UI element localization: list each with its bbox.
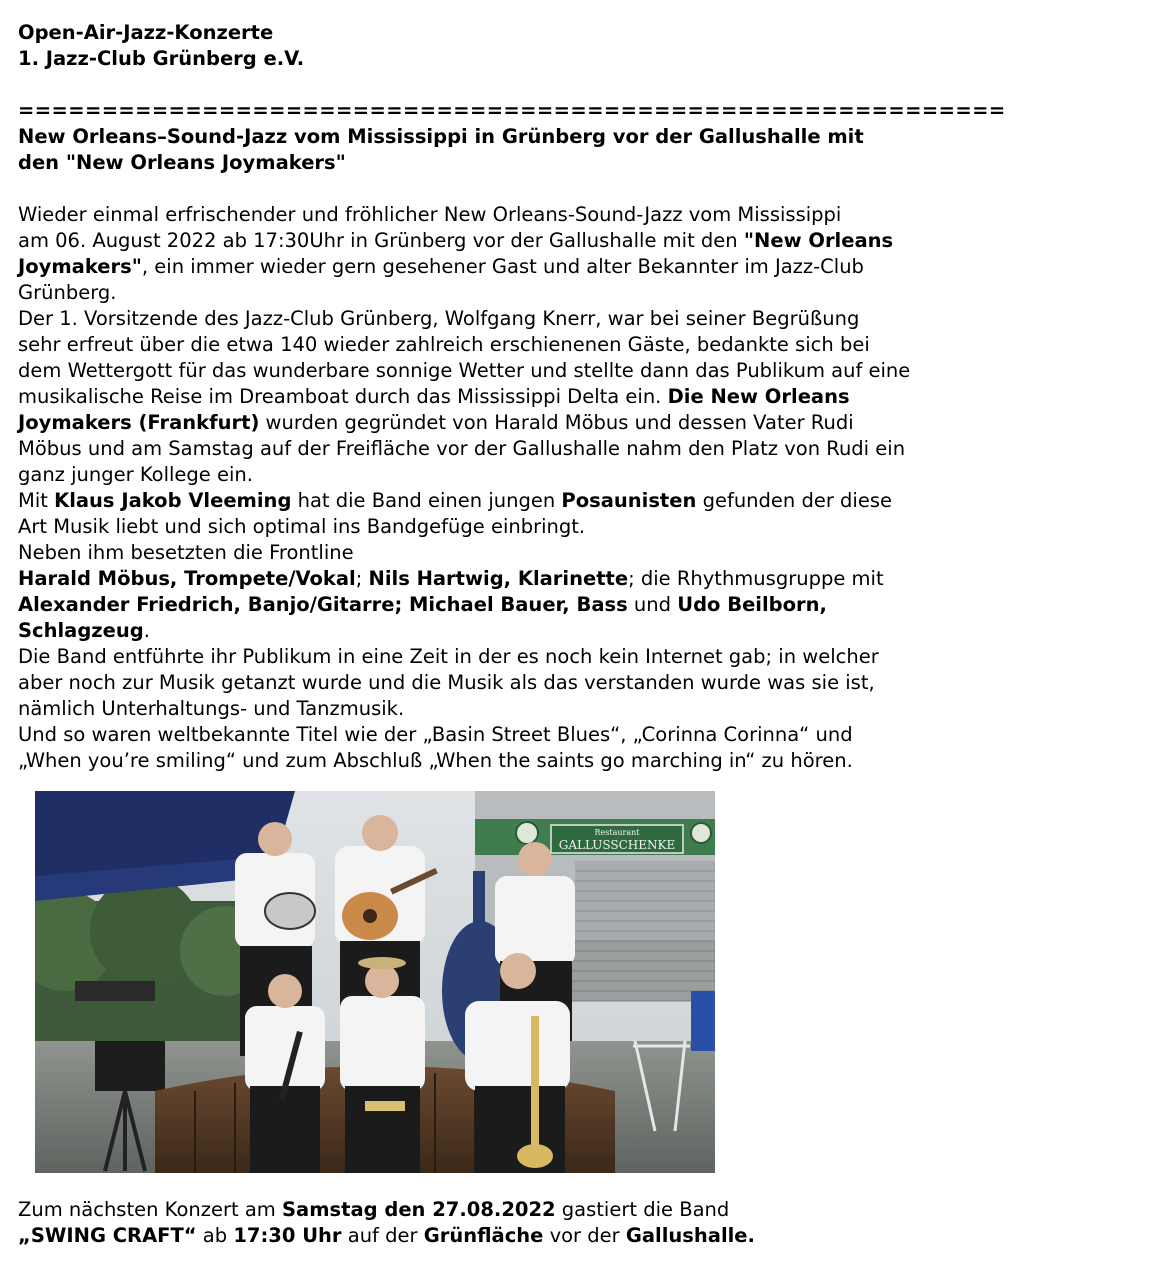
text-line: Und so waren weltbekannte Titel wie der „Basin Street Blues“, „Corinna Corinna“ und [18,723,853,746]
text-fragment: Mit [18,489,55,512]
sign-large-text: GALLUSSCHENKE [558,838,676,852]
text-line: Die Band entführte ihr Publikum in eine Zeit in der es noch kein Internet gab; in welcher [18,645,879,668]
article-headline [18,124,1143,176]
musician-name: Klaus Jakob Vleeming [54,489,292,512]
concert-date: Samstag den 27.08.2022 [282,1198,556,1221]
text-line: Art Musik liebt und sich optimal ins Bandgefüge einbringt. [18,515,586,538]
text-line: „When you’re smiling“ und zum Abschluß „When the saints go marching in“ zu hören. [18,749,853,772]
paragraph-songs [18,722,1143,774]
band-photo-illustration [35,791,715,1173]
text-fragment: ; [355,567,369,590]
text-fragment: und [627,593,678,616]
headline-line-1: New Orleans–Sound-Jazz vom Mississippi in Grünberg vor der Gallushalle mit [18,125,864,148]
concert-time: 17:30 Uhr [233,1224,342,1247]
page-header [18,20,1143,72]
text-fragment: Zum nächsten Konzert am [18,1198,283,1221]
text-line: aber noch zur Musik getanzt wurde und die Musik als das verstanden wurde was sie ist, [18,671,875,694]
next-band-name: „SWING CRAFT“ [18,1224,197,1247]
text-line: nämlich Unterhaltungs- und Tanzmusik. [18,697,405,720]
text-fragment: hat die Band einen jungen [291,489,562,512]
musician-name: Harald Möbus, Trompete/Vokal [18,567,356,590]
paragraph-greeting [18,306,1143,488]
header-club-name: 1. Jazz-Club Grünberg e.V. [18,47,305,70]
band-name: Joymakers" [18,255,142,278]
header-title: Open-Air-Jazz-Konzerte [18,21,274,44]
text-fragment: gastiert die Band [555,1198,730,1221]
musician-name: Nils Hartwig, Klarinette [368,567,629,590]
text-line: ganz junger Kollege ein. [18,463,253,486]
footer-paragraph [18,1197,1143,1249]
text-line: am 06. August 2022 ab 17:30Uhr in Grünberg vor der Gallushalle mit den [18,229,744,252]
text-fragment: vor der [543,1224,626,1247]
sign-small-text: Restaurant [594,828,640,837]
band-photo [35,791,715,1173]
text-line: Wieder einmal erfrischender und fröhlicher New Orleans-Sound-Jazz vom Mississippi [18,203,842,226]
text-line: Neben ihm besetzten die Frontline [18,541,354,564]
text-line: Möbus und am Samstag auf der Freifläche vor der Gallushalle nahm den Platz von Rudi ein [18,437,906,460]
text-fragment: ; die Rhythmusgruppe mit [628,567,884,590]
text-line: musikalische Reise im Dreamboat durch das Mississippi Delta ein. [18,385,668,408]
text-line: Der 1. Vorsitzende des Jazz-Club Grünberg, Wolfgang Knerr, war bei seiner Begrüßung [18,307,860,330]
paragraph-trombonist [18,488,1143,540]
text-line: Grünberg. [18,281,117,304]
text-fragment: ab [196,1224,234,1247]
paragraph-intro [18,202,1143,306]
text-line: , ein immer wieder gern gesehener Gast und alter Bekannter im Jazz-Club [141,255,864,278]
band-name: "New Orleans [743,229,894,252]
page-content [18,20,1143,774]
article-body [18,202,1143,774]
band-name: Die New Orleans [667,385,850,408]
next-concert-note [18,1197,1143,1249]
band-name: Joymakers (Frankfurt) [18,411,260,434]
musician-instrument: Schlagzeug [18,619,144,642]
text-line: sehr erfreut über die etwa 140 wieder zahlreich erschienenen Gäste, bedankte sich bei [18,333,870,356]
paragraph-era [18,644,1143,722]
text-line: wurden gegründet von Harald Möbus und dessen Vater Rudi [259,411,854,434]
headline-line-2: den "New Orleans Joymakers" [18,151,346,174]
text-fragment: gefunden der diese [696,489,893,512]
text-fragment: . [143,619,150,642]
musician-name: Alexander Friedrich, Banjo/Gitarre; Michael Bauer, Bass [18,593,628,616]
separator-rule: =========================================================== [18,99,1006,122]
instrument-role: Posaunisten [561,489,697,512]
concert-venue: Gallushalle. [625,1224,755,1247]
musician-name: Udo Beilborn, [677,593,827,616]
paragraph-lineup [18,540,1143,644]
concert-location: Grünfläche [423,1224,544,1247]
text-fragment: auf der [341,1224,424,1247]
text-line: dem Wettergott für das wunderbare sonnige Wetter und stellte dann das Publikum auf eine [18,359,911,382]
